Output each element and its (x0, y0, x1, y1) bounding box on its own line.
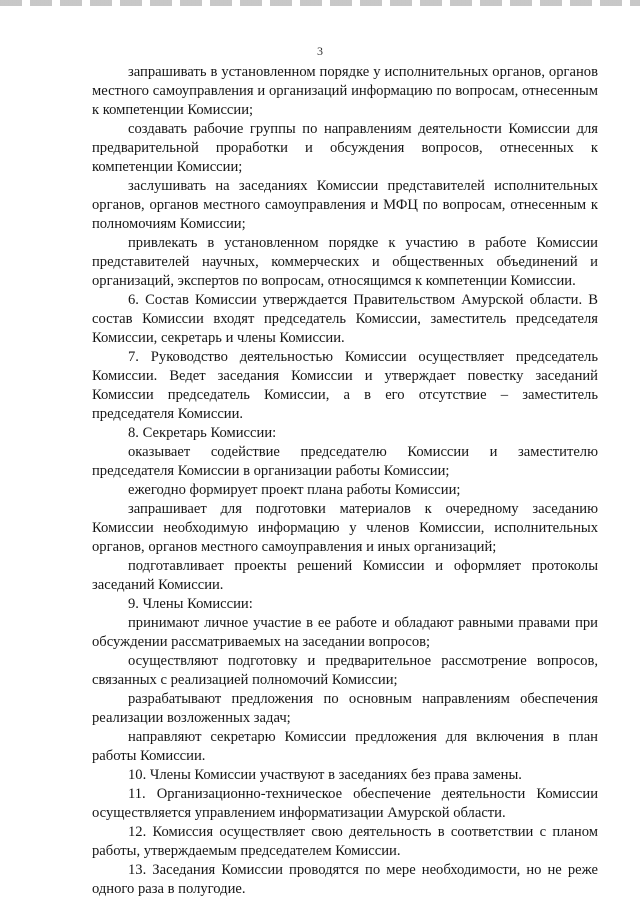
page-number: 3 (317, 44, 323, 58)
scan-edge-artifact (0, 0, 640, 6)
paragraph-members-send-proposals: направляют секретарю Комиссии предложения для включения в план работы Комиссии. (92, 729, 598, 764)
paragraph-members-develop: разрабатывают предложения по основным направлениям обеспечения реализации возложенных задач; (92, 691, 598, 726)
paragraph-create-working-groups: создавать рабочие группы по направлениям деятельности Комиссии для предварительной проработки и обсуждения вопросов, отнесенных к компетенции Комиссии; (92, 121, 598, 175)
paragraph-item-8-secretary: 8. Секретарь Комиссии: (128, 425, 277, 441)
paragraph-item-13-meetings: 13. Заседания Комиссии проводятся по мере необходимости, но не реже одного раза в полугодие. (92, 862, 598, 897)
paragraph-item-11-support: 11. Организационно-техническое обеспечение деятельности Комиссии осуществляется управлением информатизации Амурской области. (92, 786, 598, 821)
paragraph-secretary-assists: оказывает содействие председателю Комиссии и заместителю председателя Комиссии в организации работы Комиссии; (92, 444, 598, 479)
paragraph-secretary-prepares: подготавливает проекты решений Комиссии и оформляет протоколы заседаний Комиссии. (92, 558, 598, 593)
paragraph-members-prepare: осуществляют подготовку и предварительное рассмотрение вопросов, связанных с реализацией полномочий Комиссии; (92, 653, 598, 688)
paragraph-hear-representatives: заслушивать на заседаниях Комиссии представителей исполнительных органов, органов местного самоуправления и МФЦ по вопросам, отнесенным к полномочиям Комиссии; (92, 178, 598, 232)
paragraph-item-6-composition: 6. Состав Комиссии утверждается Правительством Амурской области. В состав Комиссии входят председатель Комиссии, заместитель председателя Комиссии, секретарь и члены Комиссии. (92, 292, 598, 346)
paragraph-members-participate: принимают личное участие в ее работе и обладают равными правами при обсуждении рассматриваемых на заседании вопросов; (92, 615, 598, 650)
paragraph-item-9-members: 9. Члены Комиссии: (128, 596, 253, 612)
document-body (92, 63, 598, 899)
paragraph-item-7-leadership: 7. Руководство деятельностью Комиссии осуществляет председатель Комиссии. Ведет заседания Комиссии и утверждает повестку заседаний Комиссии председатель Комиссии, а в его отсутствие – заместитель председателя Комиссии. (92, 349, 598, 422)
paragraph-request-information: запрашивать в установленном порядке у исполнительных органов, органов местного самоуправления и организаций информацию по вопросам, отнесенным к компетенции Комиссии; (92, 64, 598, 118)
paragraph-item-12-plan: 12. Комиссия осуществляет свою деятельность в соответствии с планом работы, утверждаемым председателем Комиссии. (92, 824, 598, 859)
paragraph-item-10-no-replacement: 10. Члены Комиссии участвуют в заседаниях без права замены. (128, 767, 522, 783)
paragraph-secretary-plan: ежегодно формирует проект плана работы Комиссии; (128, 482, 461, 498)
paragraph-secretary-requests: запрашивает для подготовки материалов к очередному заседанию Комиссии необходимую информацию у членов Комиссии, исполнительных органов, органов местного самоуправления и иных организаций; (92, 501, 598, 555)
paragraph-involve-experts: привлекать в установленном порядке к участию в работе Комиссии представителей научных, коммерческих и общественных объединений и организаций, экспертов по вопросам, относящимся к компетенции Комиссии. (92, 235, 598, 289)
